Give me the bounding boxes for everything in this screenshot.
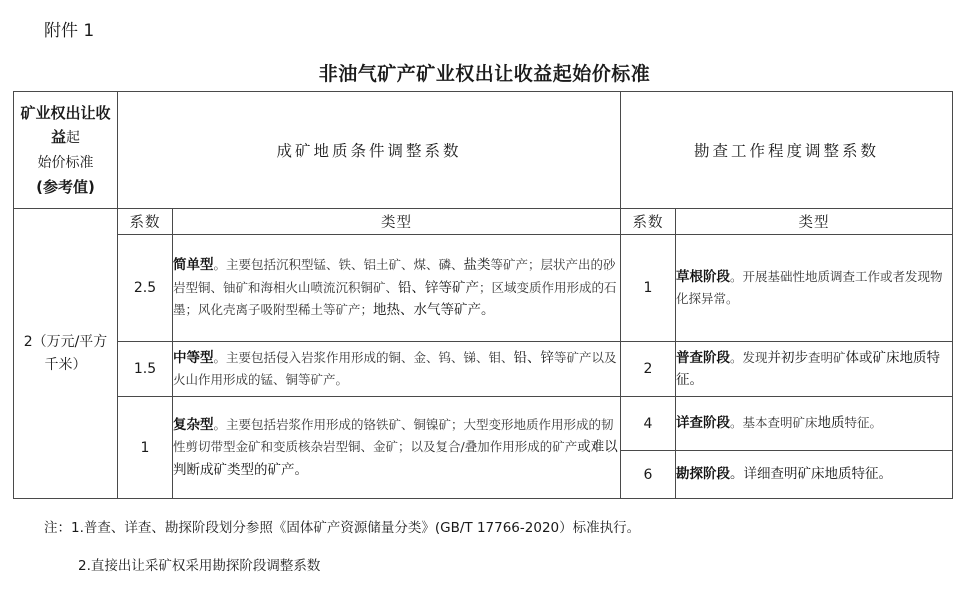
document-title: 非油气矿产矿业权出让收益起始价标准 (318, 63, 651, 85)
stage-type-name: 详查阶段 (676, 415, 731, 432)
stage-type-name: 勘探阶段 (676, 466, 731, 483)
stage-type-text: 地质 (817, 415, 845, 432)
corner-header-light-1: 起 (66, 130, 80, 146)
corner-header-cell (14, 92, 118, 209)
table-row (14, 235, 953, 342)
table-header-row (14, 92, 953, 209)
geo-type-name: 简单型 (173, 257, 214, 274)
geo-type-text: 地热、水气等矿产。 (373, 302, 495, 319)
stage-type-cell (676, 235, 953, 342)
geo-type-text: 铅、锌等矿产 (398, 279, 480, 296)
geo-type-header: 类型 (173, 209, 621, 235)
geo-type-text: 铅、锌 (513, 349, 555, 366)
corner-header-light-2: 始价标准 (37, 155, 94, 171)
geo-coef-header: 系数 (118, 209, 173, 235)
attachment-label: 附件 1 (44, 21, 95, 41)
stage-type-cell (676, 451, 953, 499)
stage-type-text: 。详细查明矿床地质特征。 (730, 466, 893, 483)
geo-type-text: 。主要包括岩浆作用形成的铬铁矿、铜镍矿；大型变形地质作用形成的韧性剪切带型金矿和变质核杂岩型铜、金矿；以及复合/叠加作用形成的矿产 (173, 416, 614, 455)
geo-type-cell (173, 235, 621, 342)
geo-type-text: 。主要包括沉积型锰、铁、铝土矿、煤、磷、 (213, 257, 464, 273)
geo-coef-cell: 1 (118, 397, 173, 499)
geo-type-cell (173, 342, 621, 397)
stage-type-cell (676, 397, 953, 451)
geo-condition-header: 成矿地质条件调整系数 (118, 92, 621, 209)
exploration-stage-header: 勘查工作程度调整系数 (621, 92, 953, 209)
stage-coef-cell: 2 (621, 342, 676, 397)
unit-value-cell: 2（万元/平方千米） (14, 209, 118, 499)
stage-type-text: 特征。 (844, 415, 883, 431)
corner-header-bold: 矿业权出让收益 (20, 104, 111, 146)
geo-type-text: 或难以判断成矿类型的矿产。 (173, 439, 618, 478)
sub-header-row (14, 209, 953, 235)
stage-type-name: 草根阶段 (676, 268, 731, 285)
note-2: 2.直接出让采矿权采用勘探阶段调整系数 (78, 558, 321, 574)
geo-coef-cell: 1.5 (118, 342, 173, 397)
geo-type-name: 中等型 (173, 349, 214, 366)
geo-type-text: 等矿产以及火山作用形成的锰、铜等矿产。 (173, 349, 617, 387)
stage-type-text: 。基本查明矿床 (730, 415, 818, 431)
table-row (14, 397, 953, 451)
stage-type-text: 查明矿 (808, 349, 846, 365)
stage-coef-header: 系数 (621, 209, 676, 235)
geo-coef-cell: 2.5 (118, 235, 173, 342)
corner-header-paren-close: 值) (73, 178, 95, 196)
note-1: 注：1.普查、详查、勘探阶段划分参照《固体矿产资源储量分类》(GB/T 17766-2020）标准执行。 (44, 520, 641, 536)
stage-coef-cell: 6 (621, 451, 676, 499)
geo-type-text: ；区域变质作用形成的石墨；风化壳离子吸附型稀土等矿产； (173, 279, 617, 318)
geo-type-text: 。主要包括侵入岩浆作用形成的铜、金、钨、锑、钼、 (213, 349, 514, 365)
geo-type-cell (173, 397, 621, 499)
stage-type-text: 体或矿床地质特征。 (676, 349, 941, 388)
geo-type-name: 复杂型 (173, 416, 214, 433)
stage-coef-cell: 4 (621, 397, 676, 451)
table-row (14, 342, 953, 397)
corner-header-paren-open: (参考 (36, 178, 73, 196)
stage-type-text: 并初步 (767, 349, 809, 366)
stage-type-cell (676, 342, 953, 397)
stage-type-text: 。开展基础性地质调查工作或者发现物化探异常。 (676, 268, 943, 306)
stage-coef-cell: 1 (621, 235, 676, 342)
standard-table (13, 91, 953, 499)
geo-type-text: 盐类 (463, 257, 491, 274)
stage-type-text: 。发现 (730, 349, 768, 365)
stage-type-name: 普查阶段 (676, 349, 731, 366)
stage-type-header: 类型 (676, 209, 953, 235)
geo-type-text: 等矿产；层状产出的砂岩型铜、铀矿和海相火山喷流沉积铜矿、 (173, 257, 616, 295)
